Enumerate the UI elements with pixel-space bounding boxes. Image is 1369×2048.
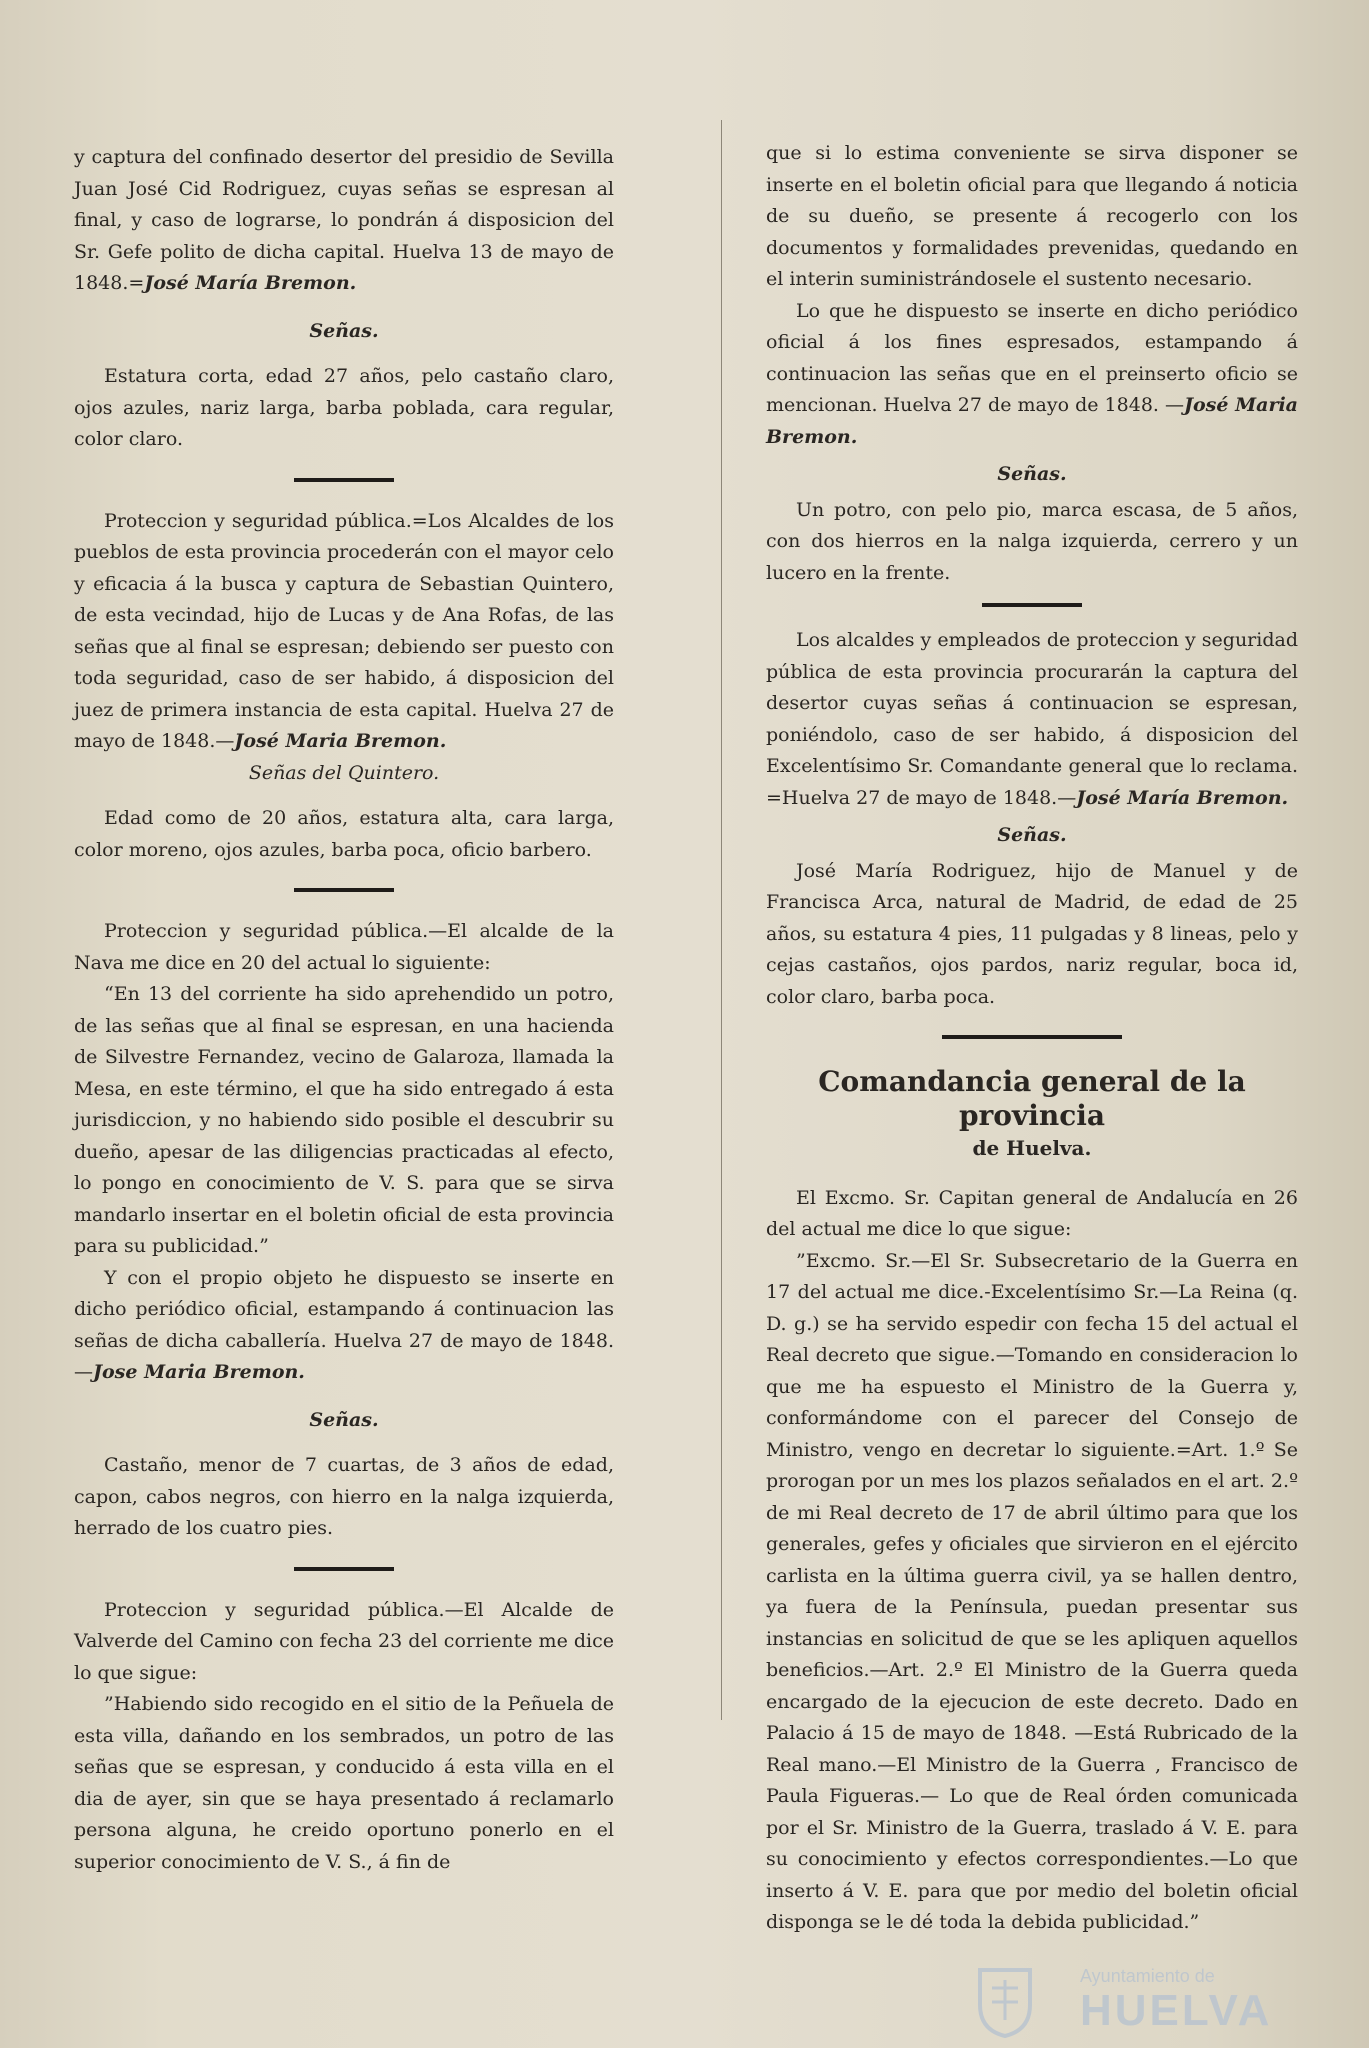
paragraph	[766, 296, 1298, 454]
paragraph: “En 13 del corriente ha sido aprehendido un potro, de las señas que al final se espresan, en una hacienda de Silvestre Fernandez, vecino de Galaroza, llamada la Mesa, en este término, el que ha sido entregado á esta jurisdiccion, y no habiendo sido posible el descubrir su dueño, apesar de las diligencias practicadas al efecto, lo pongo en conocimiento de V. S. para que se sirva mandarlo insertar en el boletin oficial de esta provincia para su publicidad.”	[74, 983, 614, 1257]
paragraph-text: Lo que he dispuesto se inserte en dicho periódico oficial á los fines espresados, estampando á continuacion las señas que en el preinserto oficio se mencionan. Huelva 27 de mayo de 1848. —	[766, 299, 1298, 416]
section-label: Señas.	[309, 1408, 379, 1431]
left-column	[74, 142, 614, 1878]
paragraph: Proteccion y seguridad pública.—El Alcalde de Valverde del Camino con fecha 23 del corriente me dice lo que sigue:	[74, 1598, 614, 1684]
signature: José Maria Bremon.	[234, 730, 447, 752]
rule-divider	[294, 478, 394, 482]
paragraph-text: Los alcaldes y empleados de proteccion y seguridad pública de esta provincia procurarán la captura del desertor cuyas señas á continuacion se espresan, poniéndolo, caso de ser habido, á disposicion del Excelentísimo Sr. Comandante general que lo reclama. =Huelva 27 de mayo de 1848.—	[766, 629, 1298, 809]
watermark-text: Ayuntamiento de	[1080, 1966, 1215, 1986]
right-column	[766, 138, 1298, 1939]
rule-divider	[294, 1567, 394, 1571]
paragraph	[766, 625, 1298, 814]
watermark-title: HUELVA	[1080, 1986, 1273, 2035]
paragraph: ”Habiendo sido recogido en el sitio de la Peñuela de esta villa, dañando en los sembrados, un potro de las señas que se espresan, y conducido á esta villa en el dia de ayer, sin que se haya presentado á reclamarlo persona alguna, he creido oportuno ponerlo en el superior conocimiento de V. S., á fin de	[74, 1693, 614, 1873]
paragraph-text: Y con el propio objeto he dispuesto se inserte en dicho periódico oficial, estampando á continuacion las señas de dicha caballería. Huelva 27 de mayo de 1848.—	[74, 1266, 614, 1383]
seal-icon	[960, 1960, 1050, 2040]
paragraph: Un potro, con pelo pio, marca escasa, de 5 años, con dos hierros en la nalga izquierda, cerrero y un lucero en la frente.	[766, 498, 1298, 584]
section-label: Señas.	[309, 319, 379, 342]
signature: Jose Maria Bremon.	[93, 1361, 305, 1383]
paragraph: ”Excmo. Sr.—El Sr. Subsecretario de la Guerra en 17 del actual me dice.-Excelentísimo Sr.—La Reina (q. D. g.) se ha servido espedir con fecha 15 del actual el Real decreto que sigue.—Tomando en consideracion lo que me ha espuesto el Ministro de la Guerra y, conformándome con el parecer del Consejo de Ministro, vengo en decretar lo siguiente.=Art. 1.º Se prorogan por un mes los plazos señalados en el art. 2.º de mi Real decreto de 17 de abril último para que los generales, gefes y oficiales que sirvieron en el ejército carlista en la última guerra civil, ya se hallen dentro, ya fuera de la Península, puedan presentar sus instancias en solicitud de que se les apliquen aquellos beneficios.—Art. 2.º El Ministro de la Guerra queda encargado de la ejecucion de este decreto. Dado en Palacio á 15 de mayo de 1848. —Está Rubricado de la Real mano.—El Ministro de la Guerra , Francisco de Paula Figueras.— Lo que de Real órden comunicada por el Sr. Ministro de la Guerra, traslado á V. E. para su conocimiento y efectos correspondientes.—Lo que inserto á V. E. para que por medio del boletin oficial disponga se le dé toda la debida publicidad.”	[766, 1249, 1298, 1933]
paragraph-text: y captura del confinado desertor del presidio de Sevilla Juan José Cid Rodriguez, cuyas señas se espresan al final, y caso de lograrse, lo pondrán á disposicion del Sr. Gefe polito de dicha capital. Huelva 13 de mayo de 1848.=	[74, 146, 614, 294]
paragraph: Proteccion y seguridad pública.—El alcalde de la Nava me dice en 20 del actual lo siguiente:	[74, 920, 614, 974]
paragraph: que si lo estima conveniente se sirva disponer se inserte en el boletin oficial para que llegando á noticia de su dueño, se presente á recogerlo con los documentos y formalidades prevenidas, quedando en el interin suministrándosele el sustento necesario.	[766, 142, 1298, 290]
paragraph	[74, 1263, 614, 1389]
section-label: Señas.	[997, 463, 1067, 485]
watermark-logo	[960, 1960, 1290, 2040]
rule-divider	[982, 603, 1082, 607]
paragraph: Edad como de 20 años, estatura alta, cara larga, color moreno, ojos azules, barba poca, oficio barbero.	[74, 807, 614, 861]
signature: José María Bremon.	[144, 272, 357, 294]
paragraph: Estatura corta, edad 27 años, pelo castaño claro, ojos azules, nariz larga, barba poblada, cara regular, color claro.	[74, 365, 614, 450]
section-heading: Comandancia general de la provincia	[818, 1065, 1246, 1132]
signature: José María Bremon.	[1076, 786, 1289, 809]
signature: José Maria Bremon.	[766, 394, 1298, 448]
paragraph	[74, 506, 614, 758]
column-divider	[721, 120, 722, 1720]
paragraph: El Excmo. Sr. Capitan general de Andalucía en 26 del actual me dice lo que sigue:	[766, 1186, 1298, 1240]
section-label: Señas.	[997, 824, 1067, 846]
section-subheading: de Huelva.	[972, 1136, 1092, 1160]
rule-divider	[294, 888, 394, 892]
paragraph-text: Proteccion y seguridad pública.=Los Alcaldes de los pueblos de esta provincia procederán con el mayor celo y eficacia á la busca y captura de Sebastian Quintero, de esta vecindad, hijo de Lucas y de Ana Rofas, de las señas que al final se espresan; debiendo ser puesto con toda seguridad, caso de ser habido, á disposicion del juez de primera instancia de esta capital. Huelva 27 de mayo de 1848.—	[74, 509, 614, 752]
paragraph: José María Rodriguez, hijo de Manuel y de Francisca Arca, natural de Madrid, de edad de 25 años, su estatura 4 pies, 11 pulgadas y 8 lineas, pelo y cejas castaños, ojos pardos, nariz regular, boca id, color claro, barba poca.	[766, 859, 1298, 1008]
paragraph	[74, 142, 614, 300]
rule-divider	[942, 1035, 1122, 1039]
section-label: Señas del Quintero.	[248, 761, 440, 784]
paragraph: Castaño, menor de 7 cuartas, de 3 años de edad, capon, cabos negros, con hierro en la nalga izquierda, herrado de los cuatro pies.	[74, 1454, 614, 1539]
